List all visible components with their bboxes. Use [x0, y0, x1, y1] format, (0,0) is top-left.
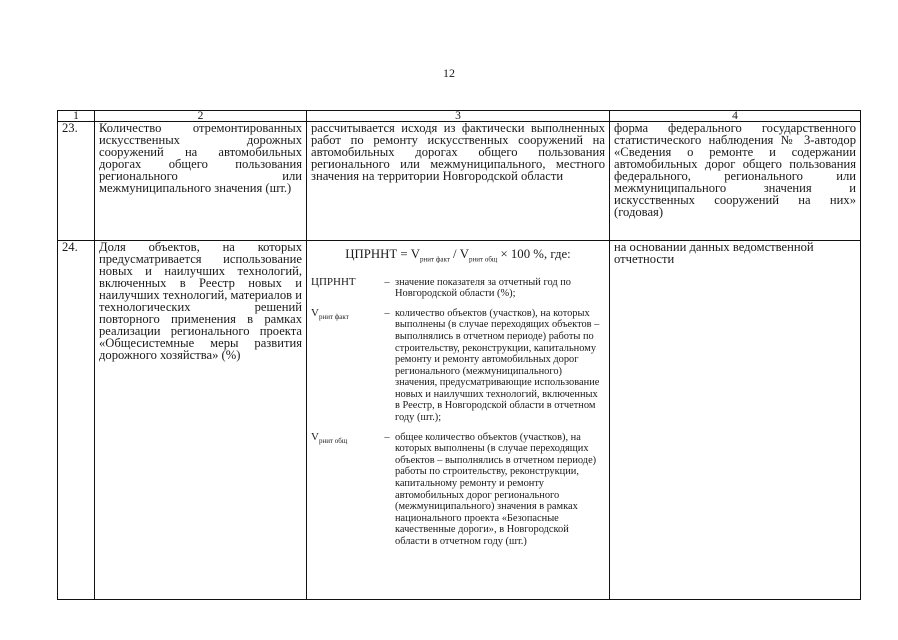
calculation-method: рассчитывается исходя из фактически выполненных работ по ремонту искусственных сооружений на автомобильных дорогах общего пользования регионального или межмуниципального, местного значения на территории Новгородской области — [307, 122, 610, 241]
definition-dash: – — [384, 307, 390, 319]
indicator-name: Доля объектов, на которых предусматривается использование новых и наилучших технологий, включенных в Реестр новых и наилучших технологий, материалов и технологических решений повторного применения в рамках реализации регионального проекта «Общесистемные меры развития дорожного хозяйства» (%) — [95, 241, 307, 600]
header-col-2: 2 — [95, 111, 307, 122]
table-row — [58, 122, 861, 241]
definition-item — [311, 308, 605, 424]
variable-name: ЦПРННТ — [311, 275, 356, 288]
table-row — [58, 241, 861, 600]
formula: ЦПРННТ = $V_{рнит факт} / V_{рнит общ} \times 100$ %, где: — [345, 247, 571, 264]
row-number: 23. — [58, 122, 95, 241]
definition-item — [311, 277, 605, 300]
variable-name: $V_{рнит общ}$ — [311, 430, 348, 445]
indicators-table — [57, 110, 861, 600]
table-header-row — [58, 111, 861, 122]
definition-text: значение показателя за отчетный год по Новгородской области (%); — [395, 276, 571, 300]
definition-item — [311, 432, 605, 548]
indicator-name: Количество отремонтированных искусственных дорожных сооружений на автомобильных дорогах общего пользования регионального или межмуниципального значения (шт.) — [95, 122, 307, 241]
header-col-3: 3 — [307, 111, 610, 122]
definition-dash: – — [384, 431, 390, 443]
variable-name: $V_{рнит факт}$ — [311, 306, 349, 321]
header-col-1: 1 — [58, 111, 95, 122]
definition-dash: – — [384, 276, 390, 288]
data-source: на основании данных ведомственной отчетности — [610, 241, 861, 600]
definition-text: количество объектов (участков), на которых выполнены (в случае переходящих объектов – выполнялись в отчетном периоде) работы по строительству, реконструкции, капитальному ремонту и ремонту автомобильных дорог регионального (межмуниципального) значения, предусматривающие использование новых и наилучших технологий, включенных в Реестр, в Новгородской области в отчетном году (шт.); — [395, 307, 600, 424]
data-source: форма федерального государственного статистического наблюдения № 3-автодор «Сведения о ремонте и содержании автомобильных дорог общего пользования федерального, регионального или межмуниципального значения и искусственных сооружений на них» (годовая) — [610, 122, 861, 241]
calculation-method — [307, 241, 610, 600]
definition-text: общее количество объектов (участков), на которых выполнены (в случае переходящих объектов – выполнялись в отчетном периоде) работы по строительству, реконструкции, капитальному ремонту и ремонту автомобильных дорог регионального (межмуниципального) значения в рамках национального проекта «Безопасные качественные дороги», в Новгородской области в отчетном году (шт.) — [395, 431, 597, 548]
header-col-4: 4 — [610, 111, 861, 122]
page-number: 12 — [443, 66, 455, 80]
row-number: 24. — [58, 241, 95, 600]
